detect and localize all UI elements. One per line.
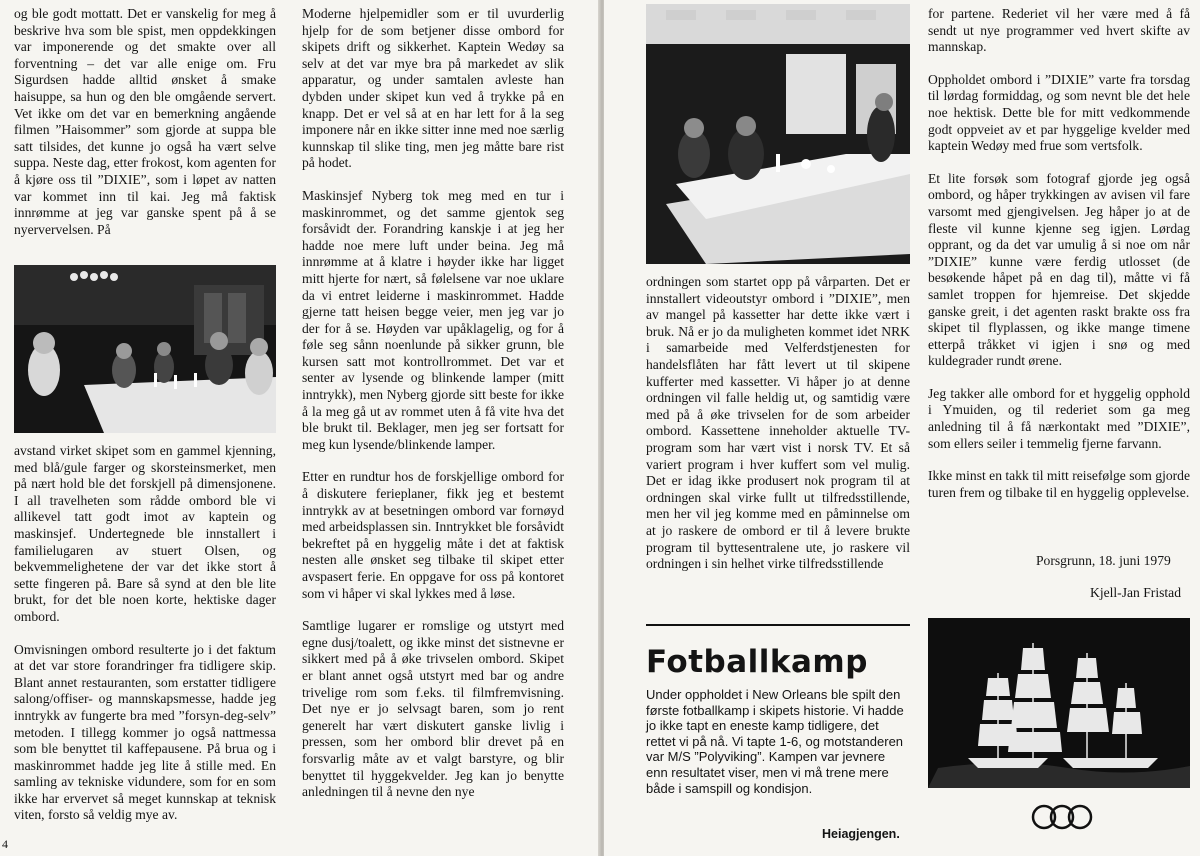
football-article — [646, 687, 910, 796]
paragraph: Ikke minst en takk til mitt reisefølge som gjorde turen frem og tilbake til en hyggelig opplevelse. — [928, 468, 1191, 500]
paragraph: og ble godt mottatt. Det er vanskelig for meg å beskrive hva som ble spist, men oppdekkingen var imponerende og det smakte over all forventning – det var alle enige om. Fru Sigurdsen hadde alltid ønsket å smake haisuppe, sa hun og den ble omgående servert. Vet ikke om det var en bemerkning angående filmen ”Haisommer” som gjorde at suppa ble satt tilsides, det kunne jo også ha vært selve suppa. Neste dag, etter frokost, kom agenten for å kjøre oss til ”DIXIE”, som i løpet av natten var kommet inn til kai. Jeg må faktisk innrømme at jeg var ganske spent på å se nyervervelsen. På — [14, 6, 276, 237]
paragraph: ordningen som startet opp på vårparten. Det er innstallert videoutstyr ombord i ”DIXIE”, men av mangel på kassetter har dette ikke vært i bruk. Nå er jo da muligheten kommet idet NRK i samarbeide med Velferdstjenesten for handelsflåten har fått levert ut til skipene kufferter med kassetter. Vi håper jo at denne ordningen vil falle heldig ut, og samtidig være med på å øke trivselen for de som arbeider ombord. Kassettene inneholder aktuelle TV-program som har vært vist i norsk TV. Et så variert program i hver kuffert som vel mulig. Det er idag ikke produsert nok program til at ordningen skal virke fullt ut tilfredsstillende, men her vil jeg komme med en påminnelse om at jo raskere de ombord er til å levere brukte program til byttesentralene ute, jo raskere vil ordningen i sin helhet virke tilfredsstillende — [646, 274, 910, 572]
football-headline: Fotballkamp — [646, 644, 868, 680]
restaurant-photo-image — [646, 4, 910, 264]
ship-silhouette-icon — [928, 618, 1190, 788]
ship-silhouette-image — [928, 618, 1190, 788]
paragraph: Omvisningen ombord resulterte jo i det faktum at det var store forandringer fra tidligere skip. Blant annet restauranten, som erstatter tidligere salong/offiser- og mannskapsmesse, hadde jeg inntrykk av fungerte bra med ”forsyn-deg-selv” metoden. I tillegg kommer jo også nattmessa som ble benyttet til kaffepausene. På brua og i maskinrommet hadde jeg lite å stille med. En samling av tekniske vidundere, som for en som ikke har ervervet så meget kunnskap at teknisk viten, forsto så veldig mye av. — [14, 641, 276, 823]
page-number: 4 — [2, 837, 8, 851]
paragraph: Oppholdet ombord i ”DIXIE” varte fra torsdag til lørdag formiddag, og som nevnt ble det hele noe hektisk. Dette ble for mitt vedkommende godt oppveiet av et par hyggelige kvelder med kaptein Wedøy med frue som vertsfolk. — [928, 71, 1190, 154]
article-column-2 — [302, 6, 564, 801]
dinner-photo — [14, 265, 276, 433]
three-rings-logo-icon — [1030, 800, 1094, 834]
place-date: Porsgrunn, 18. juni 1979 — [1036, 553, 1171, 568]
paragraph: for partene. Rederiet vil her være med å få sendt ut nye programmer ved hvert skifte av mannskap. — [928, 6, 1190, 55]
article-column-4 — [928, 6, 1190, 501]
paragraph: Etter en rundtur hos de forskjellige ombord for å diskutere ferieplaner, fikk jeg et bestemt inntrykk av at besetningen ombord var fornøyd med arbeidsplassen sin. Inntrykket ble forsåvidt bekreftet på en hyggelig måte i det at faktisk nesten alle ønsket seg tilbake til skipet etter avspasert ferie. En oppgave for oss på kontoret som vi håper vi skal lykkes med å løse. — [302, 469, 564, 601]
article-column-3 — [646, 274, 910, 573]
dinner-photo-image — [14, 265, 276, 433]
article-column-1-cont — [14, 443, 276, 824]
paragraph: Et lite forsøk som fotograf gjorde jeg også ombord, og håper trykkingen av avisen vil fare varsomt med gjengivelsen. Jeg håper jo at de fleste vil kunne kjenne seg igjen. Lørdag opprant, og da det var umulig å si noe om når ”DIXIE” kunne være ferdig utlosset (de besøkende håpet på en dag til), måtte vi få samlet troppen for hjemreise. Det skjedde ganske greit, i det agenten raskt brakte oss fra skipet til flyplassen, og ikke mange timene etterpå tråkket vi igjen i snø og med kuldegrader rundt ørene. — [928, 170, 1190, 369]
restaurant-photo — [646, 4, 910, 264]
paragraph: Under oppholdet i New Orleans ble spilt den første fotballkamp i skipets historie. Vi hadde jo ikke tapt en eneste kamp tidligere, det rettet vi på nå. Vi tapte 1-6, og motstanderen var M/S ”Polyviking”. Kampen var jevnere enn resultatet viser, men vi må trene mere både i samspill og kondisjon. — [646, 687, 904, 796]
right-page — [604, 0, 1200, 856]
paragraph: avstand virket skipet som en gammel kjenning, med blå/gule farger og skorsteinsmerket, men på nært hold ble det forskjell på dimensjonene. I all travelheten som rådde ombord ble vi allikevel tatt godt imot av kaptein og maskinsjef. Undertegnede ble innstallert i familielugaren av stuert Olsen, og bekvemmelighetene der var det ikke stort å sette fingeren på. Bare så synd at den ble lite brukt, for det ble noen korte, hektiske dager ombord. — [14, 443, 276, 624]
three-rings-logo-image — [1030, 800, 1094, 834]
football-signoff: Heiagjengen. — [822, 827, 900, 841]
author-name: Kjell-Jan Fristad — [1090, 585, 1181, 600]
paragraph: Maskinsjef Nyberg tok meg med en tur i maskinrommet, og det samme gjentok seg forsåvidt der. Forandring kanskje i at jeg her hadde noe mere luft under beina. Jeg må innrømme at å klatre i høyder ikke har ligget mitt hjerte for nært, så følelsene var noe uklare da vi entret leiderne i maskinrommet. Hadde gjerne tatt heisen begge veier, men jeg var jo der for å se. Høyden var upåklagelig, og for å føle seg sånn noenlunde på sikker grunn, ble kursen satt mot kontrollrommet. Det var et senter av lysende og blinkende lamper (mitt inntrykk), men Nyberg gjorde sitt beste for ikke å la meg gå ut av rommet uten å få vite hva det ble brukt til. Beklager, men jeg ser fortsatt for meg kun lysende/blinkende lamper. — [302, 187, 564, 452]
article-column-1 — [14, 6, 276, 238]
section-divider — [646, 624, 910, 626]
paragraph: Jeg takker alle ombord for et hyggelig opphold i Ymuiden, og til rederiet som ga meg anledning til å få nærkontakt med ”DIXIE”, som ellers seiler i temmelig fjerne farvann. — [928, 385, 1190, 451]
paragraph: Samtlige lugarer er romslige og utstyrt med egne dusj/toalett, og ikke minst det sistnevne er sikkert med på å øke trivselen ombord. Skipet er blant annet også utstyrt med bar og andre trivelige rom som f.eks. til filmfremvisning. Det nye er jo selvsagt baren, som jo rent generelt har vært diskutert ganske livlig i pressen, som her ombord blir drevet på en forsvarlig måte av et valgt barstyre, og blir benyttet til hyggekvelder. Jeg kan jo benytte anledningen til å nevne den nye — [302, 618, 564, 800]
paragraph: Moderne hjelpemidler som er til uvurderlig hjelp for de som betjener disse ombord for skipets drift og sikkerhet. Kaptein Wedøy sa selv at det var mye bra på markedet av slik apparatur, og under samtalen avleste han dybden under skipet kun ved å trykke på en knapp. Det er vel så at en har lett for å la seg imponere når en ikke sitter inne med noe særlig kunnskap til slike ting, men jeg måtte bare rist på hodet. — [302, 6, 564, 171]
